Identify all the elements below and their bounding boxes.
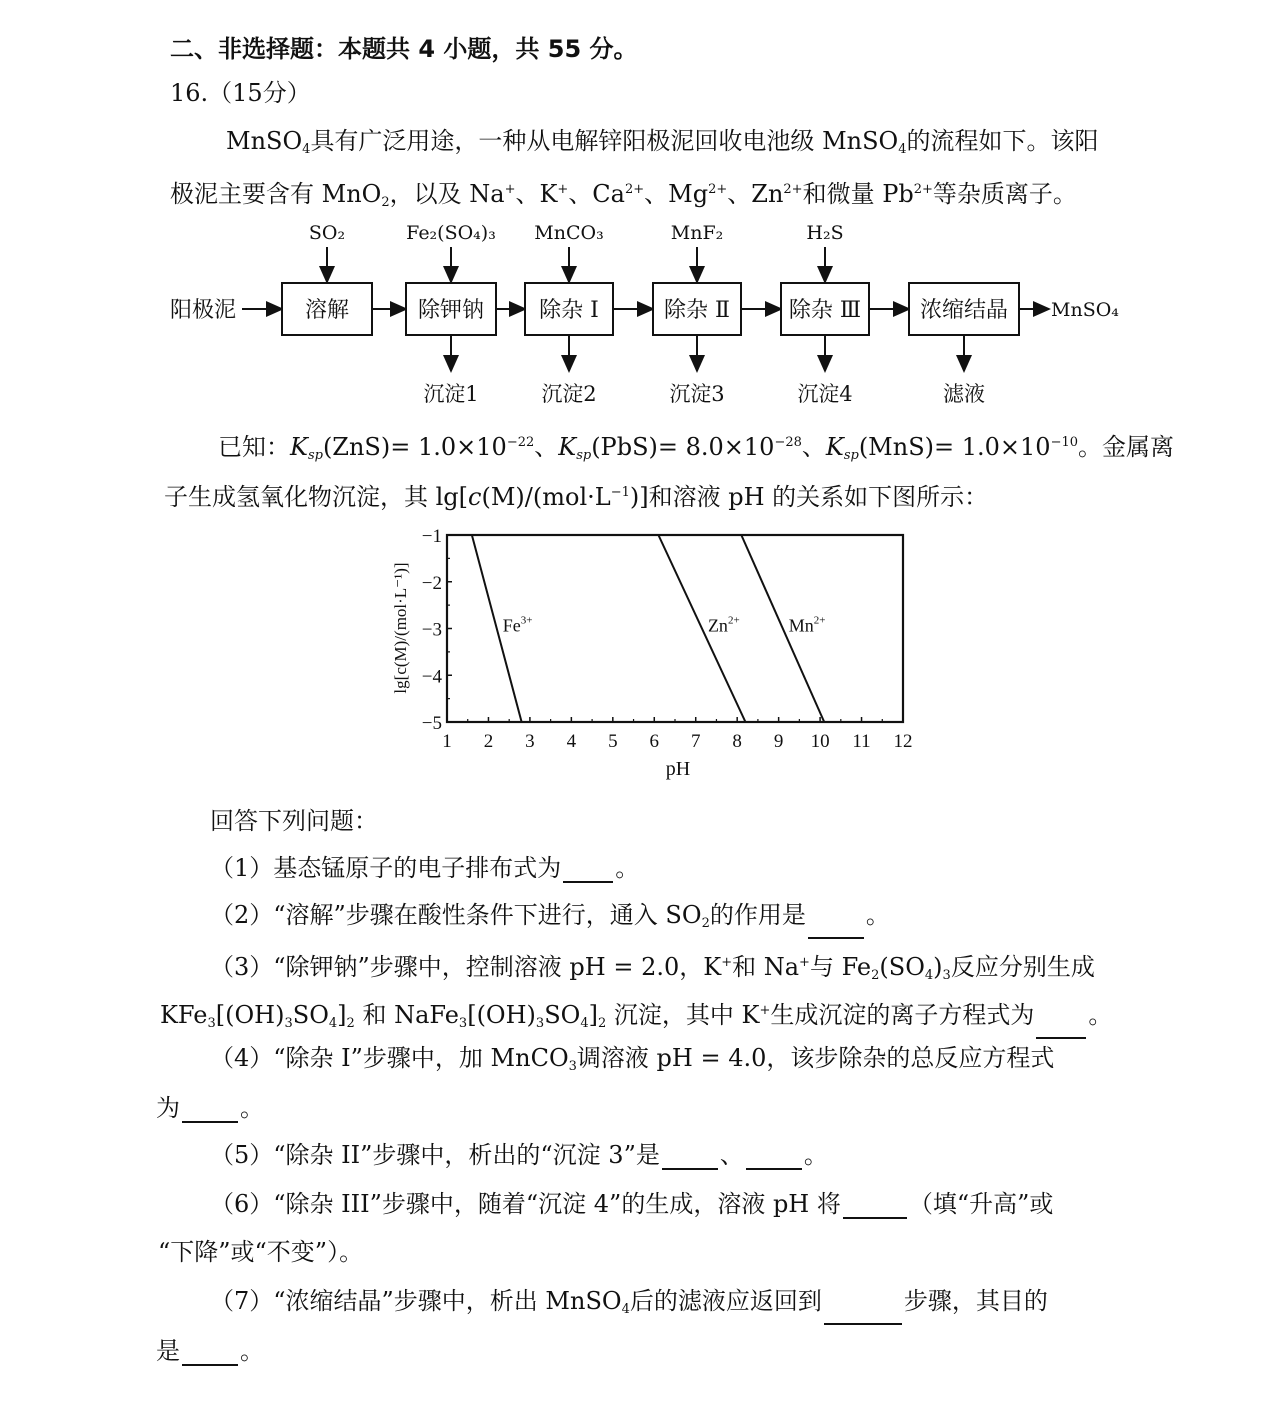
flow-step-label: 溶解 — [304, 298, 350, 323]
superscript: 2+ — [624, 182, 645, 197]
sub-question-5: （5）“除杂 II”步骤中，析出的“沉淀 3”是 、 。 — [210, 1141, 828, 1169]
known-line-2: 子生成氢氧化物沉淀，其 $\lg[c(M)/(mol\cdot L^{-1})]$和溶液 pH 的关系如下图所示： — [164, 483, 989, 511]
subscript: 4 — [302, 142, 311, 157]
x-tick-label: 5 — [608, 731, 618, 752]
superscript: 2+ — [708, 182, 728, 197]
sub-question-3-line-2: $KFe_3[(OH)_3SO_4]_2$ 和 $NaFe_3[(OH)_3SO_4]_2$ 沉淀，其中 K+生成沉淀的离子方程式为 。 — [160, 996, 1112, 1039]
superscript: + — [557, 182, 569, 197]
answer-blank[interactable] — [662, 1146, 718, 1170]
flow-start-label: 阳极泥 — [170, 298, 237, 323]
series-label: $Mn^{2+}$ — [788, 614, 826, 636]
flow-output-label: 沉淀1 — [423, 382, 479, 406]
y-axis-label: lg[c(M)/(mol·L⁻¹)] — [391, 562, 410, 694]
text: 、Zn — [727, 180, 784, 208]
series-label: $Zn^{2+}$ — [707, 614, 740, 636]
x-tick-label: 12 — [893, 731, 913, 752]
subscript: 2 — [381, 195, 390, 210]
y-tick-label: −3 — [421, 619, 442, 641]
x-tick-label: 9 — [773, 731, 784, 752]
x-tick-label: 8 — [732, 731, 742, 752]
sep: 、 — [801, 433, 826, 461]
ksp-zns: $K_{sp}(ZnS)= 1.0\times 10^{-22}$ — [290, 433, 535, 463]
flow-step-label: 除杂 Ⅲ — [788, 298, 862, 323]
text: 极泥主要含有 MnO — [170, 180, 382, 208]
answer-blank[interactable] — [1036, 1015, 1086, 1039]
text: 、Ca — [568, 180, 625, 208]
x-tick-label: 7 — [690, 731, 701, 752]
answer-blank[interactable] — [182, 1099, 238, 1123]
answer-blank[interactable] — [563, 859, 613, 883]
x-tick-label: 2 — [483, 731, 494, 752]
sep: 、 — [534, 433, 559, 461]
answer-blank[interactable] — [824, 1301, 902, 1325]
sub-question-7: （7）“浓缩结晶”步骤中，析出 MnSO$_4$后的滤液应返回到 步骤，其目的 — [210, 1286, 1048, 1325]
flow-reagent-label: Fe₂(SO₄)₃ — [406, 222, 496, 244]
sub-question-7-line-2: 是 。 — [156, 1337, 264, 1365]
x-tick-label: 11 — [852, 731, 871, 752]
x-tick-label: 10 — [810, 731, 830, 752]
flow-output-label: 沉淀4 — [797, 382, 853, 406]
answer-blank[interactable] — [746, 1146, 802, 1170]
flow-reagent-label: MnF₂ — [670, 222, 724, 244]
flow-output-label: 沉淀3 — [669, 382, 725, 406]
known-suffix: 。金属离 — [1078, 433, 1175, 461]
x-tick-label: 4 — [566, 731, 577, 752]
flow-reagent-label: H₂S — [806, 222, 844, 244]
sub-question-2: （2）“溶解”步骤在酸性条件下进行，通入 $SO_2$的作用是 。 — [210, 900, 890, 939]
precipitation-chart — [380, 515, 920, 785]
flow-step-label: 除杂 Ⅱ — [664, 298, 730, 323]
text: 和微量 Pb — [802, 180, 914, 208]
sub-question-4: （4）“除杂 I”步骤中，加 MnCO$_3$调溶液 pH = 4.0，该步除杂的总反应方程式 — [210, 1044, 1055, 1074]
series-label: $Fe^{3+}$ — [502, 614, 533, 636]
text: MnSO — [226, 127, 303, 155]
ksp-mns: $K_{sp}(MnS)= 1.0\times 10^{-10}$ — [825, 433, 1079, 463]
x-tick-label: 3 — [525, 731, 535, 752]
text: 、K — [515, 180, 558, 208]
known-ksp-line — [218, 428, 1174, 471]
y-tick-label: −1 — [421, 526, 442, 547]
text: 具有广泛用途，一种从电解锌阳极泥回收电池级 MnSO — [310, 127, 899, 155]
answer-blank[interactable] — [808, 915, 864, 939]
x-tick-label: 1 — [442, 731, 452, 752]
text: 等杂质离子。 — [932, 180, 1077, 208]
flow-end-label: MnSO₄ — [1051, 299, 1119, 321]
intro-line-2 — [170, 175, 1077, 218]
sub-question-6-line-2: “下降”或“不变”）。 — [158, 1238, 364, 1266]
y-tick-label: −4 — [421, 666, 442, 688]
flow-reagent-label: SO₂ — [308, 222, 346, 244]
answer-blank[interactable] — [182, 1342, 238, 1366]
answer-prompt: 回答下列问题： — [210, 807, 378, 835]
flow-reagent-label: MnCO₃ — [534, 222, 604, 244]
superscript: 2+ — [913, 182, 933, 197]
x-axis-label: pH — [665, 758, 691, 780]
sub-question-1: （1）基态锰原子的电子排布式为 。 — [210, 854, 640, 882]
flow-step-label: 除钾钠 — [417, 298, 485, 323]
superscript: 2+ — [783, 182, 803, 197]
x-tick-label: 6 — [649, 731, 660, 752]
flow-output-label: 沉淀2 — [541, 382, 597, 406]
text: ，以及 Na — [389, 180, 505, 208]
flow-output-label: 滤液 — [943, 382, 985, 406]
sub-question-6: （6）“除杂 III”步骤中，随着“沉淀 4”的生成，溶液 pH 将 （填“升高”或 — [210, 1190, 1054, 1218]
question-number: 16.（15分） — [170, 79, 311, 107]
intro-line-1 — [226, 126, 1099, 165]
flow-step-label: 除杂 Ⅰ — [539, 298, 599, 323]
process-flowchart — [160, 215, 1130, 415]
answer-blank[interactable] — [843, 1195, 907, 1219]
series-line-zn — [658, 535, 745, 722]
y-tick-label: −5 — [421, 713, 442, 734]
subscript: 4 — [898, 142, 907, 157]
superscript: + — [504, 182, 516, 197]
section-title: 二、非选择题：本题共 4 小题，共 55 分。 — [170, 35, 638, 63]
y-tick-label: −2 — [421, 572, 442, 594]
text: 、Mg — [644, 180, 709, 208]
ksp-pbs: $K_{sp}(PbS)= 8.0\times 10^{-28}$ — [558, 433, 802, 463]
flow-step-label: 浓缩结晶 — [919, 298, 1009, 323]
sub-question-4-line-2: 为 。 — [156, 1094, 264, 1122]
known-prefix: 已知： — [218, 433, 290, 461]
text: 的流程如下。该阳 — [906, 127, 1099, 155]
sub-question-3: （3）“除钾钠”步骤中，控制溶液 pH = 2.0，K+和 Na+与 $Fe_2(SO_4)_3$反应分别生成 — [210, 953, 1095, 983]
